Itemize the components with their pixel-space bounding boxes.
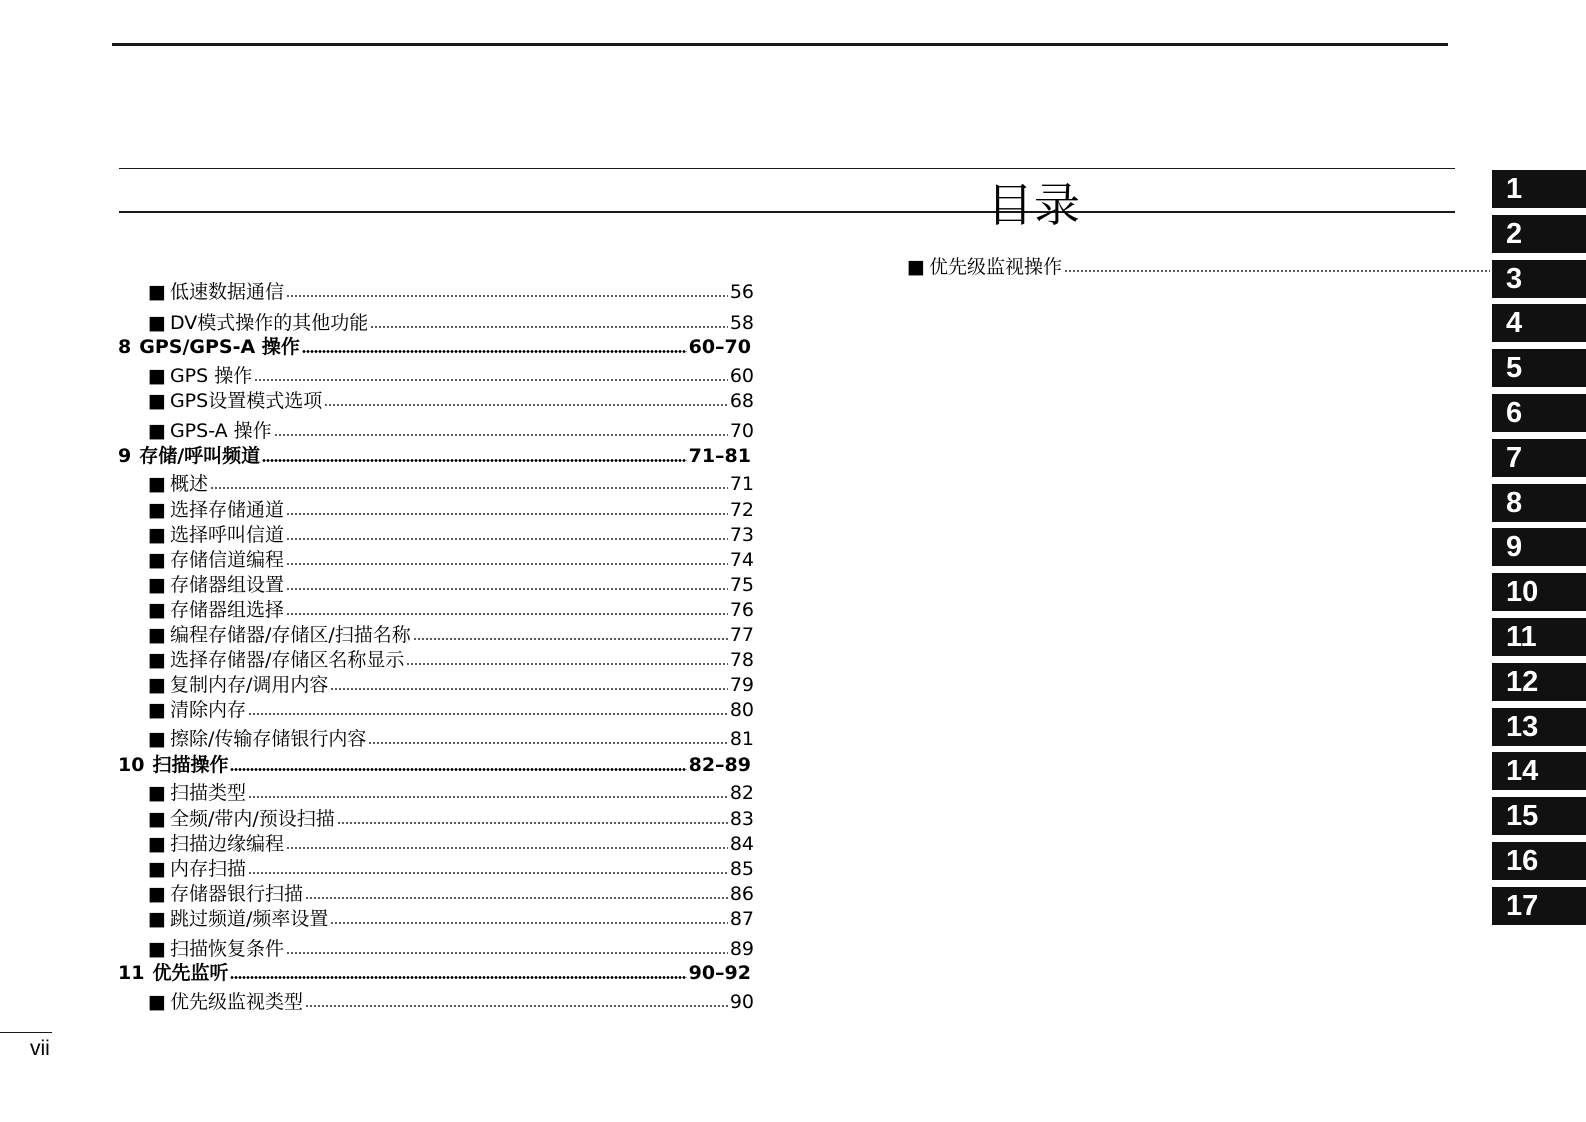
dot-leader xyxy=(1064,270,1490,272)
dot-leader xyxy=(248,872,728,874)
chapter-tab-3[interactable]: 3 xyxy=(1492,260,1586,298)
dot-leader xyxy=(368,742,727,744)
square-bullet-icon: ■ xyxy=(148,808,166,830)
square-bullet-icon: ■ xyxy=(148,938,166,960)
toc-entry-row[interactable] xyxy=(148,622,754,648)
title-rule-lower xyxy=(119,211,1455,213)
toc-entry-row[interactable] xyxy=(148,597,754,623)
square-bullet-icon: ■ xyxy=(148,991,166,1013)
square-bullet-icon: ■ xyxy=(148,524,166,546)
square-bullet-icon: ■ xyxy=(148,312,166,334)
square-bullet-icon: ■ xyxy=(148,699,166,721)
folio-rule xyxy=(0,1032,52,1033)
toc-label: GPS设置模式选项 xyxy=(169,390,323,412)
toc-page-number: 80 xyxy=(729,699,754,721)
toc-page-number: 77 xyxy=(729,624,754,646)
chapter-tab-9[interactable]: 9 xyxy=(1492,528,1586,566)
toc-chapter-row[interactable] xyxy=(118,334,751,360)
toc-entry-row[interactable] xyxy=(148,881,754,907)
toc-entry-row[interactable] xyxy=(148,471,754,497)
toc-page-number: 60–70 xyxy=(688,336,751,358)
toc-entry-row[interactable] xyxy=(148,936,754,962)
toc-page-number: 90 xyxy=(729,991,754,1013)
dot-leader xyxy=(330,922,727,924)
dot-leader xyxy=(305,897,728,899)
toc-entry-row[interactable] xyxy=(148,310,754,336)
chapter-tab-8[interactable]: 8 xyxy=(1492,484,1586,522)
toc-entry-row[interactable] xyxy=(907,254,1492,280)
toc-page-number: 87 xyxy=(729,908,754,930)
toc-chapter-row[interactable] xyxy=(118,960,751,986)
square-bullet-icon: ■ xyxy=(148,883,166,905)
toc-label: 复制内存/调用内容 xyxy=(169,674,329,696)
chapter-number: 11 xyxy=(118,962,145,984)
toc-label: 存储器组选择 xyxy=(169,599,284,621)
toc-entry-row[interactable] xyxy=(148,418,754,444)
toc-page-number: 60 xyxy=(729,365,754,387)
toc-label: 扫描类型 xyxy=(169,782,246,804)
toc-entry-row[interactable] xyxy=(148,906,754,932)
top-rule xyxy=(112,43,1448,46)
chapter-tab-14[interactable]: 14 xyxy=(1492,752,1586,790)
toc-page-number: 82 xyxy=(729,782,754,804)
toc-entry-row[interactable] xyxy=(148,831,754,857)
chapter-tab-13[interactable]: 13 xyxy=(1492,708,1586,746)
toc-page-number: 90–92 xyxy=(688,962,751,984)
square-bullet-icon: ■ xyxy=(148,365,166,387)
square-bullet-icon: ■ xyxy=(148,728,166,750)
page-title: 目录 xyxy=(987,178,1081,232)
toc-label: 存储/呼叫频道 xyxy=(139,445,261,467)
toc-page-number: 71–81 xyxy=(688,445,751,467)
dot-leader xyxy=(406,663,727,665)
toc-label: 优先监听 xyxy=(152,962,229,984)
chapter-tab-1[interactable]: 1 xyxy=(1492,170,1586,208)
dot-leader xyxy=(370,326,728,328)
square-bullet-icon: ■ xyxy=(148,599,166,621)
toc-entry-row[interactable] xyxy=(148,647,754,673)
toc-page-number: 56 xyxy=(729,281,754,303)
dot-leader xyxy=(230,768,686,771)
dot-leader xyxy=(413,638,728,640)
toc-label: 低速数据通信 xyxy=(169,281,284,303)
toc-page-number: 74 xyxy=(729,549,754,571)
dot-leader xyxy=(337,822,728,824)
toc-label: 优先级监视操作 xyxy=(928,256,1062,278)
square-bullet-icon: ■ xyxy=(148,499,166,521)
dot-leader xyxy=(286,952,728,954)
chapter-tab-10[interactable]: 10 xyxy=(1492,573,1586,611)
toc-label: 存储信道编程 xyxy=(169,549,284,571)
toc-entry-row[interactable] xyxy=(148,672,754,698)
dot-leader xyxy=(210,487,728,489)
toc-entry-row[interactable] xyxy=(148,697,754,723)
dot-leader xyxy=(330,688,727,690)
square-bullet-icon: ■ xyxy=(148,624,166,646)
dot-leader xyxy=(286,588,728,590)
chapter-tab-12[interactable]: 12 xyxy=(1492,663,1586,701)
toc-label: 扫描边缘编程 xyxy=(169,833,284,855)
chapter-number: 10 xyxy=(118,754,145,776)
chapter-tab-15[interactable]: 15 xyxy=(1492,797,1586,835)
toc-page-number: 84 xyxy=(729,833,754,855)
square-bullet-icon: ■ xyxy=(148,549,166,571)
toc-label: 跳过频道/频率设置 xyxy=(169,908,329,930)
toc-label: 全频/带内/预设扫描 xyxy=(169,808,335,830)
dot-leader xyxy=(274,434,728,436)
toc-label: GPS 操作 xyxy=(169,365,253,387)
title-rule-upper xyxy=(119,168,1455,169)
toc-label: 存储器组设置 xyxy=(169,574,284,596)
dot-leader xyxy=(248,796,728,798)
toc-page-number: 81 xyxy=(729,728,754,750)
dot-leader xyxy=(286,538,728,540)
toc-label: 清除内存 xyxy=(169,699,246,721)
toc-page-number: 70 xyxy=(729,420,754,442)
toc-entry-row[interactable] xyxy=(148,497,754,523)
toc-label: 选择呼叫信道 xyxy=(169,524,284,546)
toc-label: 存储器银行扫描 xyxy=(169,883,303,905)
dot-leader xyxy=(254,379,728,381)
toc-label: GPS/GPS-A 操作 xyxy=(139,336,300,358)
square-bullet-icon: ■ xyxy=(148,649,166,671)
square-bullet-icon: ■ xyxy=(148,674,166,696)
toc-label: 擦除/传输存储银行内容 xyxy=(169,728,367,750)
toc-page-number: 89 xyxy=(729,938,754,960)
toc-entry-row[interactable] xyxy=(148,279,754,305)
page-number: vii xyxy=(30,1037,50,1060)
toc-entry-row[interactable] xyxy=(148,726,754,752)
toc-entry-row[interactable] xyxy=(148,363,754,389)
dot-leader xyxy=(305,1005,728,1007)
dot-leader xyxy=(286,563,728,565)
dot-leader xyxy=(248,713,728,715)
toc-chapter-row[interactable] xyxy=(118,752,751,778)
toc-label: 扫描恢复条件 xyxy=(169,938,284,960)
dot-leader xyxy=(286,513,728,515)
square-bullet-icon: ■ xyxy=(148,281,166,303)
toc-page-number: 79 xyxy=(729,674,754,696)
dot-leader xyxy=(324,404,728,406)
dot-leader xyxy=(286,613,728,615)
square-bullet-icon: ■ xyxy=(148,390,166,412)
toc-page-number: 75 xyxy=(729,574,754,596)
chapter-tab-16[interactable]: 16 xyxy=(1492,842,1586,880)
toc-label: DV模式操作的其他功能 xyxy=(169,312,369,334)
toc-page-number: 76 xyxy=(729,599,754,621)
dot-leader xyxy=(286,295,728,297)
toc-label: 选择存储器/存储区名称显示 xyxy=(169,649,405,671)
dot-leader xyxy=(230,976,686,979)
square-bullet-icon: ■ xyxy=(907,256,925,278)
toc-page-number: 71 xyxy=(729,473,754,495)
toc-page-number: 72 xyxy=(729,499,754,521)
toc-label: 扫描操作 xyxy=(152,754,229,776)
chapter-tab-6[interactable]: 6 xyxy=(1492,394,1586,432)
chapter-number: 9 xyxy=(118,445,132,467)
toc-entry-row[interactable] xyxy=(148,780,754,806)
square-bullet-icon: ■ xyxy=(148,782,166,804)
toc-page-number: 73 xyxy=(729,524,754,546)
chapter-tab-2[interactable]: 2 xyxy=(1492,215,1586,253)
chapter-tab-7[interactable]: 7 xyxy=(1492,439,1586,477)
toc-page-number: 68 xyxy=(729,390,754,412)
chapter-tab-17[interactable]: 17 xyxy=(1492,887,1586,925)
toc-entry-row[interactable] xyxy=(148,547,754,573)
toc-entry-row[interactable] xyxy=(148,388,754,414)
toc-label: 优先级监视类型 xyxy=(169,991,303,1013)
toc-label: 概述 xyxy=(169,473,208,495)
square-bullet-icon: ■ xyxy=(148,574,166,596)
toc-page-number: 58 xyxy=(729,312,754,334)
square-bullet-icon: ■ xyxy=(148,908,166,930)
toc-label: 编程存储器/存储区/扫描名称 xyxy=(169,624,411,646)
dot-leader xyxy=(286,847,728,849)
toc-page-number: 78 xyxy=(729,649,754,671)
chapter-tab-4[interactable]: 4 xyxy=(1492,304,1586,342)
toc-label: 内存扫描 xyxy=(169,858,246,880)
toc-page-number: 86 xyxy=(729,883,754,905)
toc-chapter-row[interactable] xyxy=(118,443,751,469)
square-bullet-icon: ■ xyxy=(148,833,166,855)
square-bullet-icon: ■ xyxy=(148,858,166,880)
square-bullet-icon: ■ xyxy=(148,473,166,495)
toc-entry-row[interactable] xyxy=(148,806,754,832)
dot-leader xyxy=(302,350,687,353)
toc-label: GPS-A 操作 xyxy=(169,420,272,442)
chapter-tab-11[interactable]: 11 xyxy=(1492,618,1586,656)
toc-entry-row[interactable] xyxy=(148,989,754,1015)
chapter-tab-5[interactable]: 5 xyxy=(1492,349,1586,387)
toc-page-number: 83 xyxy=(729,808,754,830)
toc-entry-row[interactable] xyxy=(148,856,754,882)
toc-page-number: 82–89 xyxy=(688,754,751,776)
toc-entry-row[interactable] xyxy=(148,522,754,548)
toc-label: 选择存储通道 xyxy=(169,499,284,521)
toc-page-number: 85 xyxy=(729,858,754,880)
chapter-number: 8 xyxy=(118,336,132,358)
toc-entry-row[interactable] xyxy=(148,572,754,598)
square-bullet-icon: ■ xyxy=(148,420,166,442)
dot-leader xyxy=(262,459,686,462)
